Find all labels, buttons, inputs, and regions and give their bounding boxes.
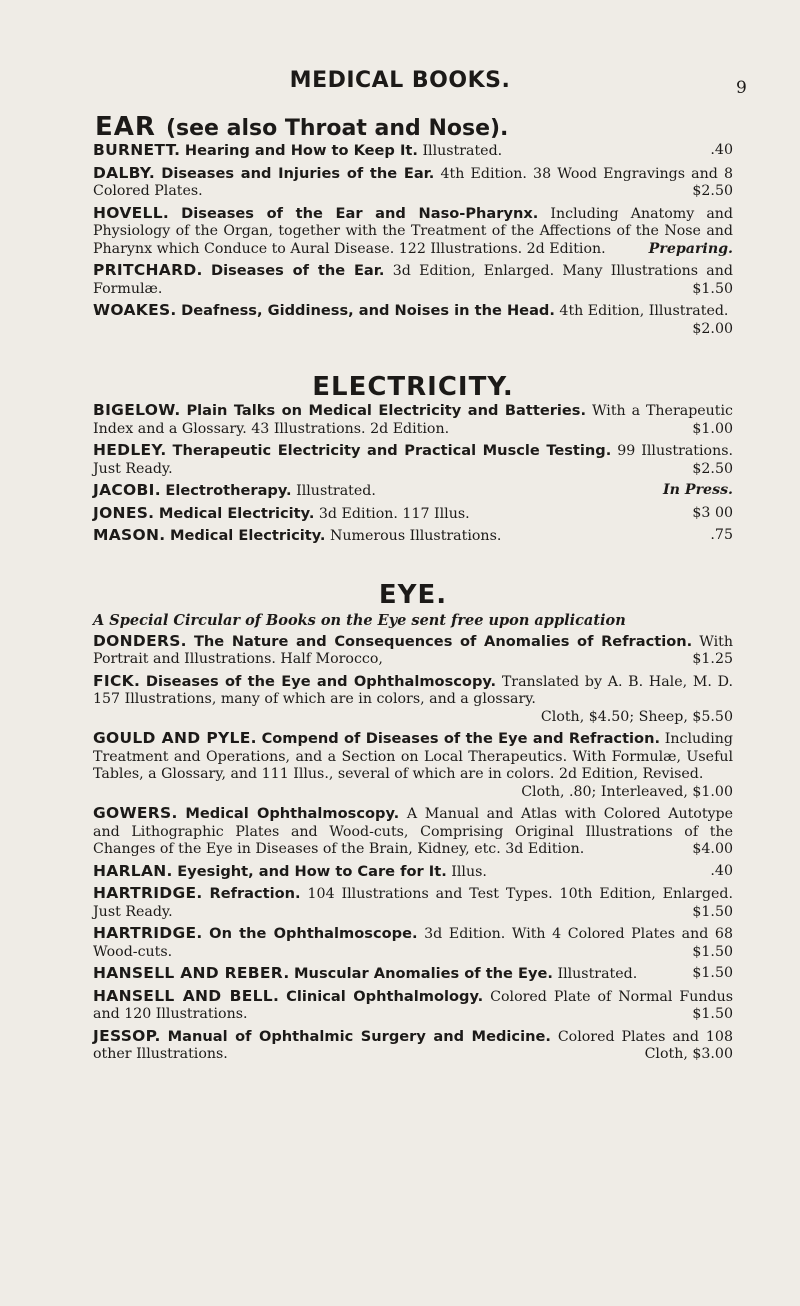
entry-title: Medical Electricity. [169,527,326,544]
section-title-eye: EYE. [378,579,448,610]
entry-title: Diseases of the Ear. [210,262,385,279]
book-entry [93,302,733,338]
entry-price: $2.00 [692,320,733,337]
entry-author: HANSELL AND BELL. [93,986,280,1005]
entry-author: HOVELL. [93,203,170,222]
entry-price: Cloth, $3.00 [644,1046,733,1062]
entry-author: HARTRIDGE. [93,924,203,942]
entry-details: 3d Edition. 117 Illus. [318,505,470,522]
entry-title: Diseases of the Eye and Ophthalmoscopy. [145,672,497,690]
entry-price: .75 [710,527,733,543]
entry-details: Numerous Illustrations. [329,528,502,544]
entry-details: Colored Plates and 108 other Illustrations. [93,1028,733,1062]
book-entry [93,262,733,298]
entry-title: Compend of Diseases of the Eye and Refraction. [261,730,661,747]
entry-title: Medical Ophthalmoscopy. [185,805,400,822]
entry-author: PRITCHARD. [93,261,203,279]
entry-details: Translated by A. B. Hale, M. D. 157 Illustrations, many of which are in colors, and a glossary. [93,673,733,707]
entry-author: HARLAN. [93,861,173,880]
entry-price: Cloth, $4.50; Sheep, $5.50 [540,708,733,725]
entry-list-ear [93,142,733,338]
entry-author: FICK. [93,671,141,690]
entry-price: $1.50 [692,943,733,960]
section-subtitle: (see also Throat and Nose). [165,116,509,141]
entry-details: With Portrait and Illustrations. Half Morocco, [93,633,733,667]
entry-author: HARTRIDGE. [93,884,203,902]
entry-details: 4th Edition, Illustrated. [559,303,729,319]
entry-title: Hearing and How to Keep It. [184,142,418,159]
entry-price: $3 00 [692,504,733,521]
entry-price: $1.50 [692,280,733,297]
book-entry [93,988,733,1024]
entry-author: HEDLEY. [93,441,167,459]
book-entry [93,965,733,984]
entry-price: $1.50 [692,965,733,981]
entry-author: DONDERS. [93,631,187,650]
book-entry [93,505,733,524]
entry-price: $1.50 [692,903,733,920]
section-heading: EAR [95,112,156,142]
entry-author: MASON. [93,526,166,544]
entry-title: Medical Electricity. [158,504,315,522]
entry-author: JONES. [93,503,155,522]
book-entry [93,482,733,501]
entry-price: .40 [710,862,733,879]
entry-author: BURNETT. [93,141,181,159]
entry-title: Diseases of the Ear and Naso-Pharynx. [181,204,539,222]
book-entry [93,673,733,727]
section-electricity [93,372,733,546]
entry-details: Including Treatment and Operations, and a Section on Local Therapeutics. With Formulæ, Useful Tables, a Glossary, and 111 Illus., several of which are in colors. 2d Edition, Revised. [93,731,733,782]
entry-price: Preparing. [648,240,733,257]
entry-title: Diseases and Injuries of the Ear. [161,164,435,182]
entry-title: Clinical Ophthalmology. [286,987,484,1005]
entry-details: Illustrated. [557,966,638,982]
book-entry [93,1028,733,1064]
entry-author: GOULD AND PYLE. [93,729,257,747]
entry-details: Illus. [451,863,487,880]
entry-details: 3d Edition. With 4 Colored Plates and 68 Wood-cuts. [93,926,733,960]
running-head: MEDICAL BOOKS. [289,68,511,93]
entry-price: $1.25 [692,651,733,667]
entry-price: .40 [710,142,733,158]
entry-title: The Nature and Consequences of Anomalies of Refraction. [193,632,693,650]
entry-author: JACOBI. [93,481,161,499]
entry-title: Electrotherapy. [165,482,292,499]
book-entry [93,165,733,201]
entry-details: A Manual and Atlas with Colored Autotype and Lithographic Plates and Wood-cuts, Comprising Original Illustrations of the Changes of the Eye in Diseases of the Brain, Kidney, etc. 3d Edition. [93,806,734,857]
entry-details: Illustrated. [296,483,376,499]
book-entry [93,527,733,546]
entry-price: $2.50 [692,183,733,199]
section-ear [93,112,733,338]
entry-title: Deafness, Giddiness, and Noises in the Head. [181,302,555,319]
entry-list-eye [93,633,733,1064]
book-entry [93,142,733,161]
entry-details: Colored Plate of Normal Fundus and 120 Illustrations. [93,988,734,1022]
section-title-electricity: ELECTRICITY. [312,372,514,402]
entry-details: 104 Illustrations and Test Types. 10th Edition, Enlarged. Just Ready. [93,886,734,920]
circular-note: A Special Circular of Books on the Eye sent free upon application [93,611,626,629]
entry-author: BIGELOW. [93,401,181,419]
entry-price: Cloth, .80; Interleaved, $1.00 [521,783,733,800]
book-entry [93,402,733,438]
entry-title: On the Ophthalmoscope. [209,925,418,942]
book-entry [93,442,733,478]
book-entry [93,805,733,859]
entry-author: WOAKES. [93,301,177,319]
section-title-ear [95,112,733,142]
book-entry [93,205,733,259]
entry-title: Eyesight, and How to Care for It. [177,862,447,880]
entry-price: $1.50 [692,1006,733,1022]
book-entry [93,863,733,882]
entry-author: HANSELL AND REBER. [93,964,290,982]
entry-details: 3d Edition, Enlarged. Many Illustrations and Formulæ. [93,263,733,297]
entry-title: Therapeutic Electricity and Practical Muscle Testing. [172,442,612,459]
entry-price: $1.00 [692,420,733,437]
entry-title: Plain Talks on Medical Electricity and Batteries. [186,402,587,419]
entry-title: Manual of Ophthalmic Surgery and Medicine. [167,1027,551,1045]
book-entry [93,730,733,801]
entry-author: JESSOP. [93,1026,161,1045]
entry-details: 4th Edition. 38 Wood Engravings and 8 Colored Plates. [93,165,733,199]
entry-price: In Press. [663,482,733,498]
book-entry [93,885,733,921]
book-entry [93,633,733,669]
book-entry [93,925,733,961]
entry-author: DALBY. [93,163,156,182]
entry-price: $2.50 [692,460,733,477]
page-content [93,112,733,1068]
entry-details: Including Anatomy and Physiology of the Organ, together with the Treatment of the Affections of the Nose and Pharynx which Conduce to Aural Disease. 122 Illustrations. 2d Edition. [93,205,733,257]
section-eye [93,580,733,1064]
entry-details: Illustrated. [422,143,503,159]
entry-price: $4.00 [692,841,733,857]
entry-details: With a Therapeutic Index and a Glossary. 43 Illustrations. 2d Edition. [93,403,733,437]
entry-details: 99 Illustrations. Just Ready. [93,443,734,477]
entry-title: Muscular Anomalies of the Eye. [294,965,553,982]
entry-title: Refraction. [209,885,301,902]
entry-list-electricity [93,402,733,546]
page-number: 9 [736,78,747,98]
entry-author: GOWERS. [93,804,178,822]
